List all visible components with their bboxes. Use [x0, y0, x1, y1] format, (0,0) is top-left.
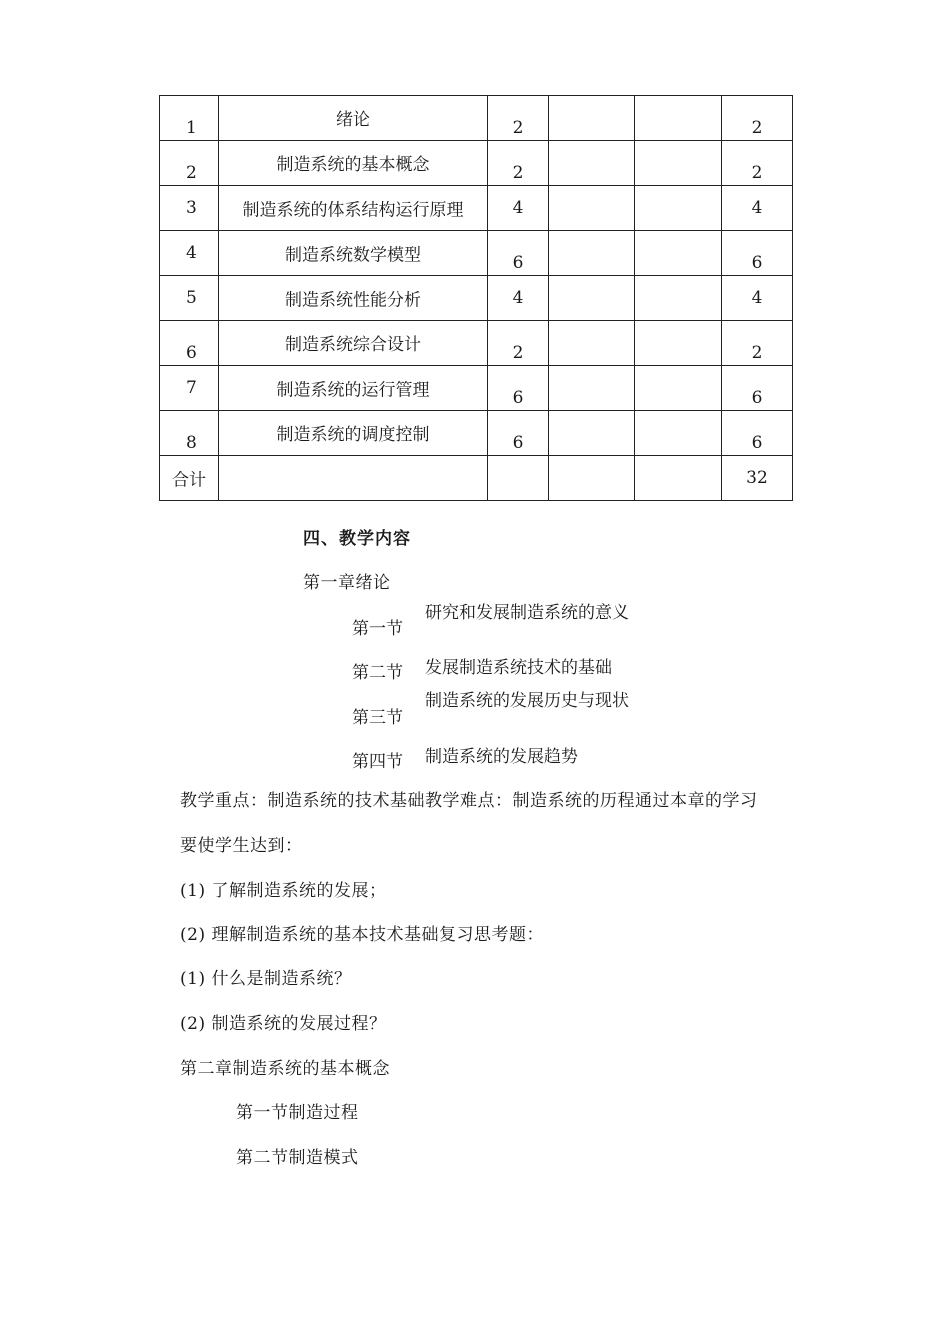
section-label: 第三节 [352, 708, 403, 728]
section-heading: 四、教学内容 [303, 529, 411, 549]
row-total: 4 [751, 288, 763, 308]
row-hours: 6 [512, 388, 524, 408]
section-text: 制造系统的发展历史与现状 [425, 691, 629, 711]
row-topic: 制造系统的运行管理 [276, 380, 430, 401]
row-hours: 2 [512, 343, 524, 363]
row-topic: 制造系统的基本概念 [276, 155, 430, 175]
row-hours: 2 [512, 163, 524, 183]
row-total: 4 [751, 198, 763, 218]
row-hours: 6 [512, 253, 524, 273]
table-row [160, 276, 793, 321]
section-text: 研究和发展制造系统的意义 [425, 603, 629, 623]
row-total: 2 [751, 343, 763, 363]
paragraph: (2) 制造系统的发展过程？ [180, 1014, 387, 1034]
table-row [160, 321, 793, 366]
table-row [160, 141, 793, 186]
row-topic: 绪论 [336, 110, 370, 130]
row-topic: 制造系统的调度控制 [276, 425, 430, 445]
paragraph: (2) 理解制造系统的基本技术基础复习思考题： [180, 925, 544, 945]
table-row [160, 231, 793, 276]
row-hours: 4 [512, 288, 524, 308]
section-text: 发展制造系统技术的基础 [425, 658, 612, 678]
row-total: 6 [751, 433, 763, 453]
row-hours: 2 [512, 118, 524, 138]
table-row [160, 96, 793, 141]
paragraph: 要使学生达到： [180, 836, 303, 856]
row-number: 4 [186, 243, 197, 263]
sum-total: 32 [746, 468, 768, 488]
table-row [160, 366, 793, 411]
paragraph: (1) 什么是制造系统？ [180, 969, 352, 989]
row-topic: 制造系统性能分析 [285, 290, 421, 311]
row-topic: 制造系统数学模型 [285, 245, 421, 266]
table-row [160, 186, 793, 231]
row-number: 6 [186, 343, 197, 363]
row-total: 2 [751, 118, 763, 138]
row-number: 3 [186, 198, 197, 218]
section-label: 第二节 [352, 663, 403, 683]
row-hours: 4 [512, 198, 524, 218]
sum-label: 合计 [172, 470, 206, 491]
section-text: 制造系统的发展趋势 [425, 747, 578, 767]
row-number: 5 [186, 288, 197, 308]
row-number: 8 [186, 433, 197, 453]
table-row [160, 411, 793, 456]
table-sum-row [160, 456, 793, 501]
paragraph: 教学重点：制造系统的技术基础教学难点：制造系统的历程通过本章的学习 [180, 791, 758, 811]
section-label: 第四节 [352, 752, 403, 772]
row-topic: 制造系统综合设计 [285, 335, 421, 355]
row-number: 1 [186, 118, 197, 138]
row-number: 2 [186, 163, 197, 183]
chapter2-title: 第二章制造系统的基本概念 [180, 1059, 390, 1079]
row-number: 7 [186, 378, 197, 398]
row-topic: 制造系统的体系结构运行原理 [242, 200, 464, 221]
section-label: 第一节 [352, 619, 403, 639]
section-item: 第二节制造模式 [236, 1148, 359, 1168]
row-total: 6 [751, 253, 763, 273]
paragraph: (1) 了解制造系统的发展； [180, 881, 387, 901]
class-hours-table [159, 95, 793, 501]
chapter1-title: 第一章绪论 [303, 573, 391, 593]
row-hours: 6 [512, 433, 524, 453]
row-total: 6 [751, 388, 763, 408]
row-total: 2 [751, 163, 763, 183]
section-item: 第一节制造过程 [236, 1103, 359, 1123]
